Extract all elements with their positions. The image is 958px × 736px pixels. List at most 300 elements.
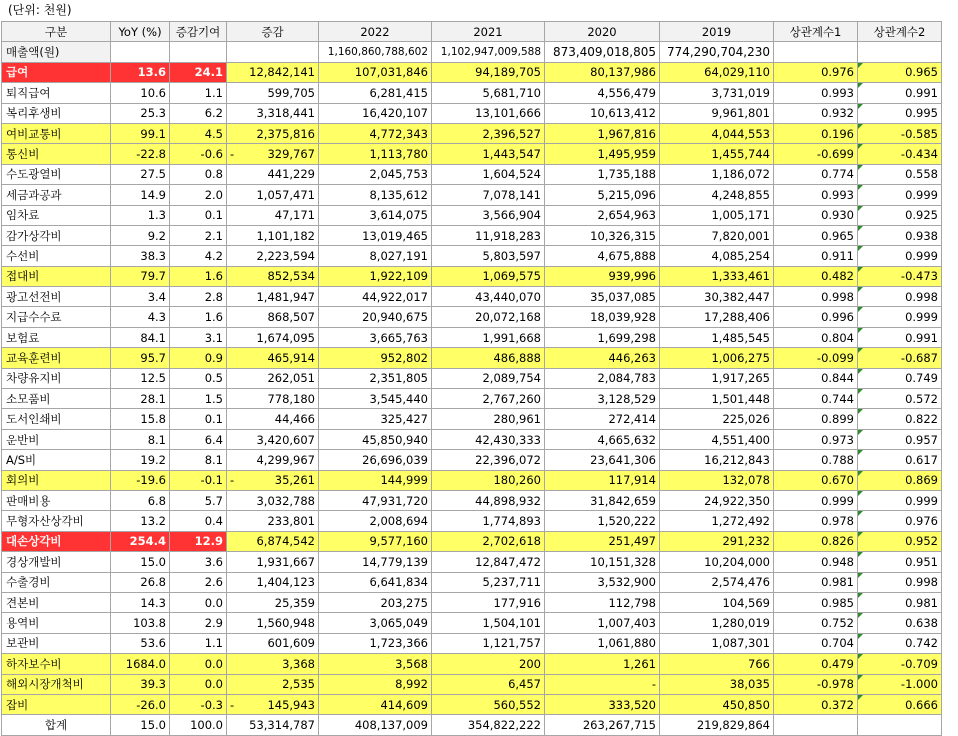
correlation-2[interactable]: 0.572 bbox=[858, 389, 942, 409]
change-cell[interactable] bbox=[227, 62, 319, 82]
row-label[interactable]: 급여 bbox=[2, 62, 111, 82]
change-cell[interactable] bbox=[227, 674, 319, 694]
correlation-2[interactable]: 0.998 bbox=[858, 572, 942, 592]
row-label[interactable]: 하자보수비 bbox=[2, 654, 111, 674]
correlation-1[interactable]: 0.998 bbox=[774, 287, 858, 307]
value-2019[interactable]: 1,501,448 bbox=[660, 389, 774, 409]
value-2022[interactable]: 47,931,720 bbox=[319, 490, 432, 510]
correlation-2[interactable]: -0.709 bbox=[858, 654, 942, 674]
cell[interactable] bbox=[170, 42, 227, 62]
correlation-2[interactable]: 0.957 bbox=[858, 429, 942, 449]
value-2020[interactable]: 2,654,963 bbox=[545, 205, 660, 225]
total-2020[interactable]: 263,267,715 bbox=[545, 715, 660, 735]
yoy-cell[interactable]: 103.8 bbox=[111, 613, 170, 633]
revenue-2020[interactable]: 873,409,018,805 bbox=[545, 42, 660, 62]
header-cell[interactable]: 증감기여 bbox=[170, 22, 227, 42]
row-label[interactable]: 보험료 bbox=[2, 327, 111, 347]
value-2021[interactable]: 5,803,597 bbox=[432, 246, 545, 266]
value-2019[interactable]: 132,078 bbox=[660, 470, 774, 490]
value-2020[interactable]: - bbox=[545, 674, 660, 694]
change-cell[interactable] bbox=[227, 246, 319, 266]
correlation-2[interactable]: -0.434 bbox=[858, 144, 942, 164]
yoy-cell[interactable]: 15.8 bbox=[111, 409, 170, 429]
contrib-cell[interactable]: 4.2 bbox=[170, 246, 227, 266]
correlation-1[interactable]: 0.196 bbox=[774, 123, 858, 143]
total-2019[interactable]: 219,829,864 bbox=[660, 715, 774, 735]
value-2020[interactable]: 5,215,096 bbox=[545, 185, 660, 205]
change-cell[interactable] bbox=[227, 123, 319, 143]
value-2022[interactable]: 44,922,017 bbox=[319, 287, 432, 307]
value-2019[interactable]: 64,029,110 bbox=[660, 62, 774, 82]
change-cell[interactable] bbox=[227, 164, 319, 184]
value-2021[interactable]: 560,552 bbox=[432, 694, 545, 714]
value-2022[interactable]: 2,008,694 bbox=[319, 511, 432, 531]
yoy-cell[interactable]: 15.0 bbox=[111, 552, 170, 572]
value-2022[interactable]: 325,427 bbox=[319, 409, 432, 429]
value-2019[interactable]: 1,005,171 bbox=[660, 205, 774, 225]
value-2022[interactable]: 8,992 bbox=[319, 674, 432, 694]
value-2020[interactable]: 1,495,959 bbox=[545, 144, 660, 164]
value-2019[interactable]: 1,333,461 bbox=[660, 266, 774, 286]
value-2022[interactable]: 952,802 bbox=[319, 348, 432, 368]
correlation-2[interactable]: 0.666 bbox=[858, 694, 942, 714]
contrib-cell[interactable]: 0.8 bbox=[170, 164, 227, 184]
correlation-1[interactable]: 0.826 bbox=[774, 531, 858, 551]
change-cell[interactable] bbox=[227, 287, 319, 307]
contrib-cell[interactable]: 0.5 bbox=[170, 368, 227, 388]
yoy-cell[interactable]: 19.2 bbox=[111, 450, 170, 470]
contrib-cell[interactable]: 5.7 bbox=[170, 490, 227, 510]
value-2020[interactable]: 4,665,632 bbox=[545, 429, 660, 449]
change-cell[interactable] bbox=[227, 83, 319, 103]
correlation-1[interactable]: 0.981 bbox=[774, 572, 858, 592]
row-label[interactable]: 수도광열비 bbox=[2, 164, 111, 184]
correlation-1[interactable]: -0.978 bbox=[774, 674, 858, 694]
value-2022[interactable]: 3,545,440 bbox=[319, 389, 432, 409]
value-2021[interactable]: 2,702,618 bbox=[432, 531, 545, 551]
row-label[interactable]: 용역비 bbox=[2, 613, 111, 633]
value-2022[interactable]: 1,723,366 bbox=[319, 633, 432, 653]
yoy-cell[interactable]: 254.4 bbox=[111, 531, 170, 551]
correlation-2[interactable]: 0.822 bbox=[858, 409, 942, 429]
row-label[interactable]: A/S비 bbox=[2, 450, 111, 470]
value-2019[interactable]: 1,087,301 bbox=[660, 633, 774, 653]
correlation-2[interactable]: 0.998 bbox=[858, 287, 942, 307]
correlation-1[interactable]: 0.985 bbox=[774, 592, 858, 612]
row-label[interactable]: 접대비 bbox=[2, 266, 111, 286]
yoy-cell[interactable]: 1.3 bbox=[111, 205, 170, 225]
value-2020[interactable]: 10,326,315 bbox=[545, 225, 660, 245]
header-cell[interactable]: 상관계수2 bbox=[858, 22, 942, 42]
header-cell[interactable]: YoY (%) bbox=[111, 22, 170, 42]
value-2019[interactable]: 225,026 bbox=[660, 409, 774, 429]
change-cell[interactable] bbox=[227, 103, 319, 123]
value-2019[interactable]: 4,551,400 bbox=[660, 429, 774, 449]
value-2021[interactable]: 280,961 bbox=[432, 409, 545, 429]
value-2019[interactable]: 24,922,350 bbox=[660, 490, 774, 510]
value-2020[interactable]: 35,037,085 bbox=[545, 287, 660, 307]
header-cell[interactable]: 구분 bbox=[2, 22, 111, 42]
value-2022[interactable]: 6,281,415 bbox=[319, 83, 432, 103]
value-2020[interactable]: 1,967,816 bbox=[545, 123, 660, 143]
row-label[interactable]: 수출경비 bbox=[2, 572, 111, 592]
row-label[interactable]: 판매비용 bbox=[2, 490, 111, 510]
contrib-cell[interactable]: 0.0 bbox=[170, 674, 227, 694]
value-2022[interactable]: 6,641,834 bbox=[319, 572, 432, 592]
change-cell[interactable] bbox=[227, 185, 319, 205]
correlation-2[interactable]: 0.742 bbox=[858, 633, 942, 653]
value-2019[interactable]: 7,820,001 bbox=[660, 225, 774, 245]
yoy-cell[interactable]: -26.0 bbox=[111, 694, 170, 714]
correlation-2[interactable]: -0.687 bbox=[858, 348, 942, 368]
value-2020[interactable]: 23,641,306 bbox=[545, 450, 660, 470]
header-cell[interactable]: 증감 bbox=[227, 22, 319, 42]
yoy-cell[interactable]: 38.3 bbox=[111, 246, 170, 266]
value-2019[interactable]: 291,232 bbox=[660, 531, 774, 551]
correlation-1[interactable]: 0.948 bbox=[774, 552, 858, 572]
contrib-cell[interactable]: 1.6 bbox=[170, 307, 227, 327]
correlation-2[interactable]: 0.558 bbox=[858, 164, 942, 184]
contrib-cell[interactable]: 2.6 bbox=[170, 572, 227, 592]
value-2019[interactable]: 450,850 bbox=[660, 694, 774, 714]
contrib-cell[interactable]: 24.1 bbox=[170, 62, 227, 82]
value-2021[interactable]: 42,430,333 bbox=[432, 429, 545, 449]
contrib-cell[interactable]: 2.9 bbox=[170, 613, 227, 633]
value-2019[interactable]: 1,272,492 bbox=[660, 511, 774, 531]
correlation-2[interactable]: 0.951 bbox=[858, 552, 942, 572]
correlation-1[interactable]: 0.752 bbox=[774, 613, 858, 633]
value-2021[interactable]: 1,604,524 bbox=[432, 164, 545, 184]
yoy-cell[interactable]: 28.1 bbox=[111, 389, 170, 409]
correlation-1[interactable]: 0.804 bbox=[774, 327, 858, 347]
value-2019[interactable]: 1,280,019 bbox=[660, 613, 774, 633]
contrib-cell[interactable]: 3.1 bbox=[170, 327, 227, 347]
row-label[interactable]: 감가상각비 bbox=[2, 225, 111, 245]
value-2021[interactable]: 6,457 bbox=[432, 674, 545, 694]
cell[interactable] bbox=[858, 715, 942, 735]
value-2022[interactable]: 3,665,763 bbox=[319, 327, 432, 347]
contrib-cell[interactable]: 2.1 bbox=[170, 225, 227, 245]
correlation-2[interactable]: 0.999 bbox=[858, 490, 942, 510]
correlation-2[interactable]: 0.995 bbox=[858, 103, 942, 123]
correlation-2[interactable]: -0.585 bbox=[858, 123, 942, 143]
value-2021[interactable]: 1,069,575 bbox=[432, 266, 545, 286]
value-2019[interactable]: 38,035 bbox=[660, 674, 774, 694]
value-2022[interactable]: 203,275 bbox=[319, 592, 432, 612]
yoy-cell[interactable]: 14.9 bbox=[111, 185, 170, 205]
yoy-cell[interactable]: 8.1 bbox=[111, 429, 170, 449]
value-2021[interactable]: 1,774,893 bbox=[432, 511, 545, 531]
value-2022[interactable]: 3,614,075 bbox=[319, 205, 432, 225]
correlation-1[interactable]: 0.911 bbox=[774, 246, 858, 266]
value-2022[interactable]: 16,420,107 bbox=[319, 103, 432, 123]
value-2021[interactable]: 7,078,141 bbox=[432, 185, 545, 205]
value-2019[interactable]: 2,574,476 bbox=[660, 572, 774, 592]
change-cell[interactable] bbox=[227, 511, 319, 531]
correlation-1[interactable]: 0.482 bbox=[774, 266, 858, 286]
value-2020[interactable]: 1,699,298 bbox=[545, 327, 660, 347]
value-2022[interactable]: 3,065,049 bbox=[319, 613, 432, 633]
value-2021[interactable]: 12,847,472 bbox=[432, 552, 545, 572]
correlation-2[interactable]: 0.999 bbox=[858, 307, 942, 327]
change-cell[interactable] bbox=[227, 470, 319, 490]
yoy-cell[interactable]: 10.6 bbox=[111, 83, 170, 103]
row-label[interactable]: 해외시장개척비 bbox=[2, 674, 111, 694]
correlation-2[interactable]: 0.938 bbox=[858, 225, 942, 245]
value-2020[interactable]: 333,520 bbox=[545, 694, 660, 714]
revenue-label[interactable]: 매출액(원) bbox=[2, 42, 111, 62]
value-2022[interactable]: 144,999 bbox=[319, 470, 432, 490]
row-label[interactable]: 회의비 bbox=[2, 470, 111, 490]
value-2022[interactable]: 9,577,160 bbox=[319, 531, 432, 551]
correlation-1[interactable]: 0.973 bbox=[774, 429, 858, 449]
header-cell[interactable]: 2021 bbox=[432, 22, 545, 42]
change-cell[interactable] bbox=[227, 490, 319, 510]
yoy-cell[interactable]: 14.3 bbox=[111, 592, 170, 612]
correlation-1[interactable]: 0.899 bbox=[774, 409, 858, 429]
correlation-1[interactable]: 0.844 bbox=[774, 368, 858, 388]
correlation-2[interactable]: 0.617 bbox=[858, 450, 942, 470]
yoy-cell[interactable]: 4.3 bbox=[111, 307, 170, 327]
yoy-cell[interactable]: 9.2 bbox=[111, 225, 170, 245]
contrib-cell[interactable]: 1.5 bbox=[170, 389, 227, 409]
value-2022[interactable]: 8,135,612 bbox=[319, 185, 432, 205]
correlation-1[interactable]: 0.788 bbox=[774, 450, 858, 470]
cell[interactable] bbox=[227, 42, 319, 62]
value-2022[interactable]: 2,045,753 bbox=[319, 164, 432, 184]
yoy-cell[interactable]: -19.6 bbox=[111, 470, 170, 490]
value-2021[interactable]: 11,918,283 bbox=[432, 225, 545, 245]
contrib-cell[interactable]: 0.0 bbox=[170, 654, 227, 674]
value-2019[interactable]: 1,455,744 bbox=[660, 144, 774, 164]
row-label[interactable]: 통신비 bbox=[2, 144, 111, 164]
value-2019[interactable]: 1,917,265 bbox=[660, 368, 774, 388]
value-2022[interactable]: 3,568 bbox=[319, 654, 432, 674]
total-yoy[interactable]: 15.0 bbox=[111, 715, 170, 735]
value-2021[interactable]: 2,089,754 bbox=[432, 368, 545, 388]
total-change[interactable]: 53,314,787 bbox=[227, 715, 319, 735]
correlation-2[interactable]: 0.925 bbox=[858, 205, 942, 225]
header-cell[interactable]: 상관계수1 bbox=[774, 22, 858, 42]
value-2022[interactable]: 414,609 bbox=[319, 694, 432, 714]
value-2021[interactable]: 13,101,666 bbox=[432, 103, 545, 123]
revenue-2019[interactable]: 774,290,704,230 bbox=[660, 42, 774, 62]
contrib-cell[interactable]: 1.1 bbox=[170, 83, 227, 103]
change-cell[interactable] bbox=[227, 144, 319, 164]
correlation-1[interactable]: 0.965 bbox=[774, 225, 858, 245]
correlation-2[interactable]: 0.638 bbox=[858, 613, 942, 633]
value-2020[interactable]: 4,675,888 bbox=[545, 246, 660, 266]
yoy-cell[interactable]: 3.4 bbox=[111, 287, 170, 307]
yoy-cell[interactable]: -22.8 bbox=[111, 144, 170, 164]
change-cell[interactable] bbox=[227, 613, 319, 633]
contrib-cell[interactable]: -0.1 bbox=[170, 470, 227, 490]
value-2021[interactable]: 486,888 bbox=[432, 348, 545, 368]
row-label[interactable]: 복리후생비 bbox=[2, 103, 111, 123]
value-2021[interactable]: 1,443,547 bbox=[432, 144, 545, 164]
value-2021[interactable]: 3,566,904 bbox=[432, 205, 545, 225]
correlation-2[interactable]: 0.991 bbox=[858, 83, 942, 103]
row-label[interactable]: 광고선전비 bbox=[2, 287, 111, 307]
contrib-cell[interactable]: 2.8 bbox=[170, 287, 227, 307]
revenue-2021[interactable]: 1,102,947,009,588 bbox=[432, 42, 545, 62]
contrib-cell[interactable]: 12.9 bbox=[170, 531, 227, 551]
yoy-cell[interactable]: 95.7 bbox=[111, 348, 170, 368]
total-label[interactable]: 합계 bbox=[2, 715, 111, 735]
value-2019[interactable]: 1,186,072 bbox=[660, 164, 774, 184]
change-cell[interactable] bbox=[227, 552, 319, 572]
yoy-cell[interactable]: 1684.0 bbox=[111, 654, 170, 674]
value-2019[interactable]: 4,248,855 bbox=[660, 185, 774, 205]
value-2021[interactable]: 1,504,101 bbox=[432, 613, 545, 633]
yoy-cell[interactable]: 13.2 bbox=[111, 511, 170, 531]
correlation-1[interactable]: 0.479 bbox=[774, 654, 858, 674]
value-2020[interactable]: 2,084,783 bbox=[545, 368, 660, 388]
value-2021[interactable]: 20,072,168 bbox=[432, 307, 545, 327]
row-label[interactable]: 경상개발비 bbox=[2, 552, 111, 572]
value-2022[interactable]: 2,351,805 bbox=[319, 368, 432, 388]
change-cell[interactable] bbox=[227, 368, 319, 388]
revenue-2022[interactable]: 1,160,860,788,602 bbox=[319, 42, 432, 62]
contrib-cell[interactable]: -0.3 bbox=[170, 694, 227, 714]
correlation-1[interactable]: -0.699 bbox=[774, 144, 858, 164]
value-2021[interactable]: 44,898,932 bbox=[432, 490, 545, 510]
value-2021[interactable]: 1,991,668 bbox=[432, 327, 545, 347]
correlation-2[interactable]: 0.991 bbox=[858, 327, 942, 347]
yoy-cell[interactable]: 27.5 bbox=[111, 164, 170, 184]
yoy-cell[interactable]: 99.1 bbox=[111, 123, 170, 143]
value-2021[interactable]: 180,260 bbox=[432, 470, 545, 490]
correlation-1[interactable]: 0.976 bbox=[774, 62, 858, 82]
change-cell[interactable] bbox=[227, 531, 319, 551]
row-label[interactable]: 수선비 bbox=[2, 246, 111, 266]
yoy-cell[interactable]: 84.1 bbox=[111, 327, 170, 347]
value-2022[interactable]: 1,113,780 bbox=[319, 144, 432, 164]
value-2020[interactable]: 3,128,529 bbox=[545, 389, 660, 409]
correlation-2[interactable]: 0.976 bbox=[858, 511, 942, 531]
value-2020[interactable]: 18,039,928 bbox=[545, 307, 660, 327]
value-2021[interactable]: 94,189,705 bbox=[432, 62, 545, 82]
change-cell[interactable] bbox=[227, 327, 319, 347]
row-label[interactable]: 운반비 bbox=[2, 429, 111, 449]
correlation-1[interactable]: 0.978 bbox=[774, 511, 858, 531]
change-cell[interactable] bbox=[227, 225, 319, 245]
value-2021[interactable]: 200 bbox=[432, 654, 545, 674]
value-2020[interactable]: 3,532,900 bbox=[545, 572, 660, 592]
value-2021[interactable]: 43,440,070 bbox=[432, 287, 545, 307]
value-2019[interactable]: 104,569 bbox=[660, 592, 774, 612]
correlation-2[interactable]: 0.869 bbox=[858, 470, 942, 490]
row-label[interactable]: 보관비 bbox=[2, 633, 111, 653]
value-2022[interactable]: 14,779,139 bbox=[319, 552, 432, 572]
value-2020[interactable]: 10,613,412 bbox=[545, 103, 660, 123]
row-label[interactable]: 교육훈련비 bbox=[2, 348, 111, 368]
change-cell[interactable] bbox=[227, 205, 319, 225]
value-2020[interactable]: 939,996 bbox=[545, 266, 660, 286]
correlation-1[interactable]: 0.670 bbox=[774, 470, 858, 490]
cell[interactable] bbox=[111, 42, 170, 62]
row-label[interactable]: 대손상각비 bbox=[2, 531, 111, 551]
row-label[interactable]: 임차료 bbox=[2, 205, 111, 225]
value-2020[interactable]: 1,735,188 bbox=[545, 164, 660, 184]
change-cell[interactable] bbox=[227, 592, 319, 612]
change-cell[interactable] bbox=[227, 348, 319, 368]
value-2019[interactable]: 1,006,275 bbox=[660, 348, 774, 368]
change-cell[interactable] bbox=[227, 429, 319, 449]
cell[interactable] bbox=[858, 42, 942, 62]
change-cell[interactable] bbox=[227, 654, 319, 674]
change-cell[interactable] bbox=[227, 694, 319, 714]
row-label[interactable]: 소모품비 bbox=[2, 389, 111, 409]
total-contrib[interactable]: 100.0 bbox=[170, 715, 227, 735]
value-2022[interactable]: 107,031,846 bbox=[319, 62, 432, 82]
value-2020[interactable]: 80,137,986 bbox=[545, 62, 660, 82]
correlation-2[interactable]: 0.749 bbox=[858, 368, 942, 388]
header-cell[interactable]: 2022 bbox=[319, 22, 432, 42]
correlation-2[interactable]: -1.000 bbox=[858, 674, 942, 694]
value-2022[interactable]: 20,940,675 bbox=[319, 307, 432, 327]
yoy-cell[interactable]: 39.3 bbox=[111, 674, 170, 694]
value-2019[interactable]: 30,382,447 bbox=[660, 287, 774, 307]
contrib-cell[interactable]: 0.1 bbox=[170, 205, 227, 225]
change-cell[interactable] bbox=[227, 633, 319, 653]
contrib-cell[interactable]: 0.0 bbox=[170, 592, 227, 612]
contrib-cell[interactable]: 6.2 bbox=[170, 103, 227, 123]
correlation-1[interactable]: -0.099 bbox=[774, 348, 858, 368]
value-2020[interactable]: 112,798 bbox=[545, 592, 660, 612]
total-2022[interactable]: 408,137,009 bbox=[319, 715, 432, 735]
value-2021[interactable]: 5,237,711 bbox=[432, 572, 545, 592]
value-2020[interactable]: 117,914 bbox=[545, 470, 660, 490]
header-cell[interactable]: 2019 bbox=[660, 22, 774, 42]
value-2022[interactable]: 1,922,109 bbox=[319, 266, 432, 286]
correlation-1[interactable]: 0.996 bbox=[774, 307, 858, 327]
value-2020[interactable]: 1,061,880 bbox=[545, 633, 660, 653]
correlation-2[interactable]: 0.981 bbox=[858, 592, 942, 612]
value-2020[interactable]: 10,151,328 bbox=[545, 552, 660, 572]
value-2020[interactable]: 1,261 bbox=[545, 654, 660, 674]
correlation-1[interactable]: 0.704 bbox=[774, 633, 858, 653]
value-2020[interactable]: 4,556,479 bbox=[545, 83, 660, 103]
change-cell[interactable] bbox=[227, 389, 319, 409]
row-label[interactable]: 지급수수료 bbox=[2, 307, 111, 327]
row-label[interactable]: 여비교통비 bbox=[2, 123, 111, 143]
value-2022[interactable]: 45,850,940 bbox=[319, 429, 432, 449]
value-2022[interactable]: 4,772,343 bbox=[319, 123, 432, 143]
value-2019[interactable]: 4,044,553 bbox=[660, 123, 774, 143]
row-label[interactable]: 차량유지비 bbox=[2, 368, 111, 388]
value-2020[interactable]: 272,414 bbox=[545, 409, 660, 429]
contrib-cell[interactable]: 6.4 bbox=[170, 429, 227, 449]
correlation-2[interactable]: 0.999 bbox=[858, 185, 942, 205]
correlation-1[interactable]: 0.372 bbox=[774, 694, 858, 714]
row-label[interactable]: 도서인쇄비 bbox=[2, 409, 111, 429]
total-2021[interactable]: 354,822,222 bbox=[432, 715, 545, 735]
value-2019[interactable]: 9,961,801 bbox=[660, 103, 774, 123]
value-2019[interactable]: 4,085,254 bbox=[660, 246, 774, 266]
row-label[interactable]: 세금과공과 bbox=[2, 185, 111, 205]
value-2020[interactable]: 31,842,659 bbox=[545, 490, 660, 510]
correlation-2[interactable]: -0.473 bbox=[858, 266, 942, 286]
value-2019[interactable]: 1,485,545 bbox=[660, 327, 774, 347]
value-2020[interactable]: 1,007,403 bbox=[545, 613, 660, 633]
yoy-cell[interactable]: 79.7 bbox=[111, 266, 170, 286]
value-2021[interactable]: 2,396,527 bbox=[432, 123, 545, 143]
yoy-cell[interactable]: 13.6 bbox=[111, 62, 170, 82]
value-2022[interactable]: 8,027,191 bbox=[319, 246, 432, 266]
correlation-2[interactable]: 0.965 bbox=[858, 62, 942, 82]
yoy-cell[interactable]: 12.5 bbox=[111, 368, 170, 388]
